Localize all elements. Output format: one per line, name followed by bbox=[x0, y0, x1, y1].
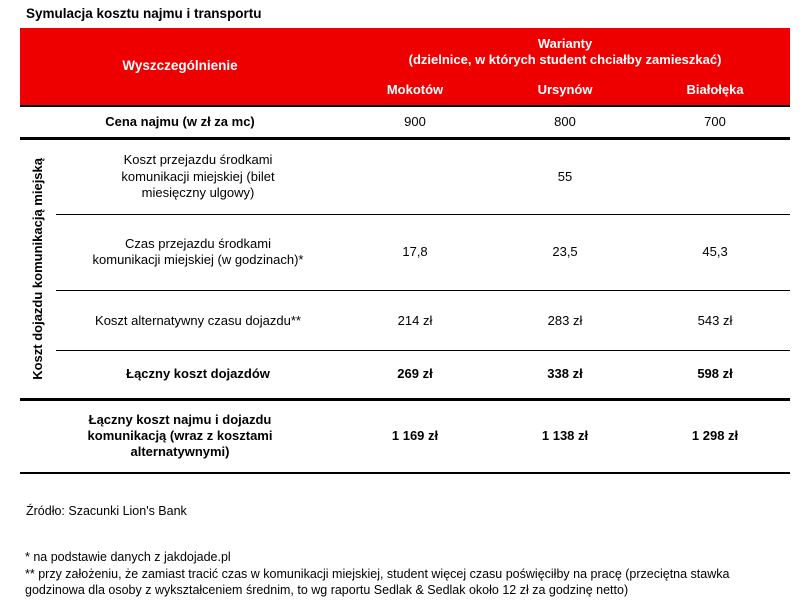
cell-value: 1 138 zł bbox=[541, 428, 589, 444]
table-row-rent bbox=[20, 106, 790, 138]
source-line: Źródło: Szacunki Lion's Bank bbox=[26, 504, 187, 518]
cell-value: 338 zł bbox=[547, 366, 583, 382]
row-label: Łączny koszt dojazdów bbox=[126, 366, 270, 382]
table-row-commute-total bbox=[20, 351, 790, 399]
header-district-ursynow: Ursynów bbox=[490, 76, 640, 106]
header-district-mokotow: Mokotów bbox=[340, 76, 490, 106]
row-label: Łączny koszt najmu i dojazdu komunikacją (wraz z kosztami alternatywnymi) bbox=[87, 411, 273, 460]
cell-value: 283 zł bbox=[490, 291, 640, 351]
footnote-2: ** przy założeniu, że zamiast tracić czas w komunikacji miejskiej, student więcej czasu poświęciłby na pracę (przeciętna stawka godzinowa dla osoby z wykształceniem średnim, to wg raportu Sedlak & Sedlak około 12 zł za godzinę netto) bbox=[25, 566, 730, 597]
table-row-ticket-cost bbox=[20, 138, 790, 214]
cell-value: 543 zł bbox=[640, 291, 790, 351]
cell-value: 1 298 zł bbox=[691, 428, 739, 444]
row-label: Czas przejazdu środkami komunikacji miejskiej (w godzinach)* bbox=[56, 214, 340, 290]
warianty-subtitle: (dzielnice, w których student chciałby zamieszkać) bbox=[408, 52, 722, 67]
header-district-bialoleka: Białołęka bbox=[640, 76, 790, 106]
table-row-alternative-cost bbox=[20, 291, 790, 351]
cell-value: 45,3 bbox=[640, 214, 790, 290]
footnotes bbox=[20, 550, 790, 599]
total-section bbox=[20, 399, 790, 473]
cell-value: 17,8 bbox=[340, 214, 490, 290]
footnote-1: * na podstawie danych z jakdojade.pl bbox=[25, 550, 231, 564]
header-wyszczegolnienie: Wyszczególnienie bbox=[20, 28, 340, 106]
row-label: Koszt alternatywny czasu dojazdu** bbox=[56, 291, 340, 351]
header-warianty bbox=[340, 28, 790, 76]
row-label: Cena najmu (w zł za mc) bbox=[105, 113, 255, 129]
cell-value: 269 zł bbox=[397, 366, 433, 382]
cell-value: 1 169 zł bbox=[391, 428, 439, 444]
row-label: Koszt przejazdu środkami komunikacji miejskiej (bilet miesięczny ulgowy) bbox=[56, 138, 340, 214]
warianty-title: Warianty bbox=[537, 35, 593, 51]
cell-value: 598 zł bbox=[697, 366, 733, 382]
row-group-label: Koszt dojazdu komunikacją miejską bbox=[29, 157, 45, 380]
cell-value: 214 zł bbox=[340, 291, 490, 351]
row-group-cell bbox=[20, 138, 56, 399]
header-row-top bbox=[20, 28, 790, 76]
cell-value: 900 bbox=[404, 113, 426, 129]
table-row-grand-total bbox=[20, 399, 790, 473]
rent-section bbox=[20, 106, 790, 138]
cell-value: 23,5 bbox=[490, 214, 640, 290]
cell-value-merged: 55 bbox=[340, 138, 790, 214]
table-header bbox=[20, 28, 790, 106]
commute-section bbox=[20, 138, 790, 399]
cell-value: 700 bbox=[704, 113, 726, 129]
simulation-table bbox=[20, 28, 790, 474]
page-title: Symulacja kosztu najmu i transportu bbox=[26, 6, 262, 21]
row-group-wrap bbox=[20, 140, 56, 398]
cell-value: 800 bbox=[554, 113, 576, 129]
table-row-travel-time bbox=[20, 214, 790, 290]
